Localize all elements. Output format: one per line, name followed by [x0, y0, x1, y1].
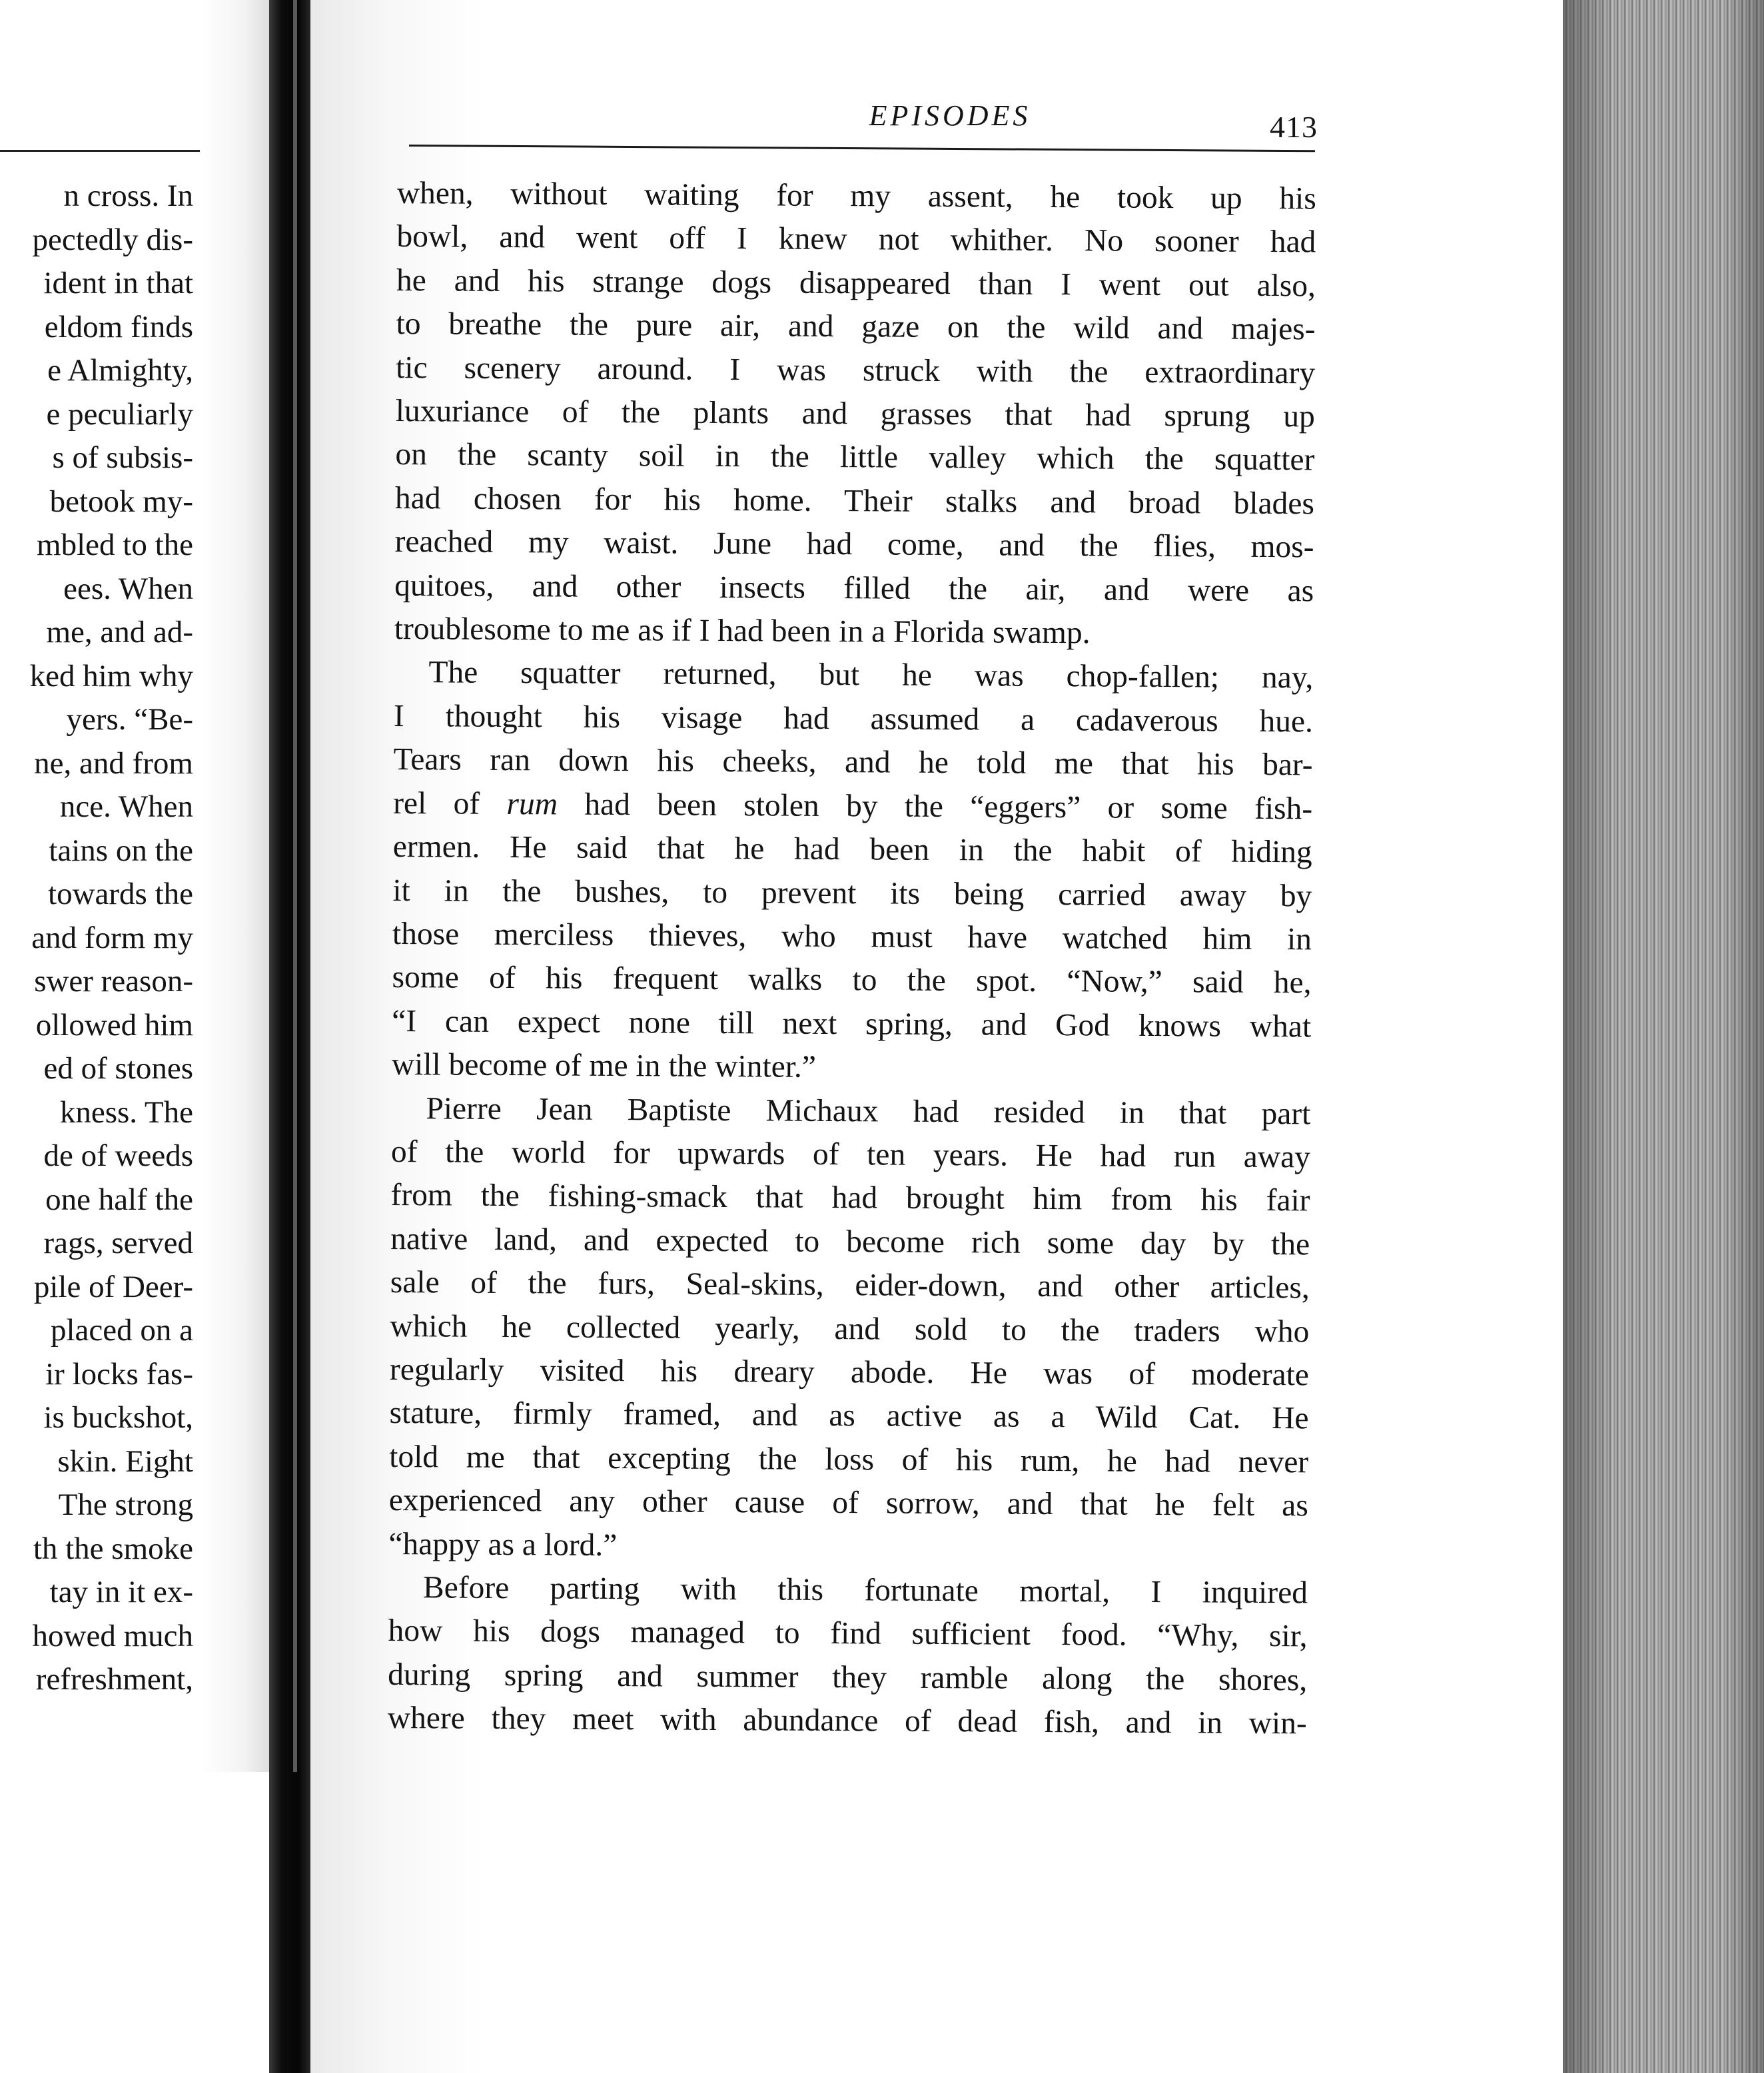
- left-text-line: refreshment,: [35, 1662, 193, 1697]
- left-text-line: de of weeds: [43, 1138, 193, 1173]
- left-page-header-rule: [0, 150, 200, 152]
- left-gutter-shadow: [200, 0, 272, 1772]
- left-text-line: and form my: [31, 920, 193, 955]
- left-text-line: eldom finds: [44, 309, 193, 344]
- text-line: told me that excepting the loss of his rum, he had never: [389, 1439, 1309, 1480]
- book-spine: [269, 0, 310, 2073]
- body-text: [388, 172, 1316, 1746]
- text-line: those merciless thieves, who must have watched him in: [392, 916, 1312, 957]
- left-page: [0, 0, 272, 1772]
- text-line: it in the bushes, to prevent its being carried away by: [392, 873, 1312, 913]
- text-line: troublesome to me as if I had been in a Florida swamp.: [394, 612, 1091, 651]
- text-line: “happy as a lord.”: [388, 1526, 618, 1563]
- page-number: 413: [1270, 110, 1318, 144]
- text-line: some of his frequent walks to the spot. “Now,” said he,: [392, 960, 1312, 1001]
- left-text-line: placed on a: [50, 1313, 193, 1348]
- left-text-line: ne, and from: [34, 745, 193, 781]
- text-fragment: rel of: [393, 785, 507, 821]
- text-line: he and his strange dogs disappeared than I went out also,: [396, 262, 1316, 304]
- page-edges-shadow: [1563, 0, 1764, 2073]
- text-line: which he collected yearly, and sold to the traders who: [390, 1308, 1310, 1349]
- paragraph-start-line: The squatter returned, but he was chop-fallen; nay,: [428, 655, 1314, 695]
- left-text-line: kness. The: [59, 1094, 193, 1130]
- left-text-line: e Almighty,: [47, 353, 193, 388]
- left-text-line: betook my-: [49, 484, 193, 519]
- left-text-line: The strong: [58, 1487, 193, 1522]
- spine-highlight: [293, 0, 297, 1772]
- left-text-line: th the smoke: [33, 1531, 193, 1566]
- text-line: native land, and expected to become rich some day by the: [390, 1221, 1310, 1262]
- left-text-line: nce. When: [59, 789, 193, 824]
- text-line: will become of me in the winter.”: [391, 1047, 817, 1084]
- left-text-line: n cross. In: [63, 179, 193, 213]
- text-line: sale of the furs, Seal-skins, eider-down, and other articles,: [390, 1265, 1310, 1306]
- left-text-line: pile of Deer-: [33, 1269, 193, 1304]
- text-line: “I can expect none till next spring, and God knows what: [392, 1003, 1312, 1044]
- paragraph-start-line: Before parting with this fortunate mortal, I inquired: [422, 1570, 1308, 1611]
- left-text-line: ir locks fas-: [45, 1356, 193, 1392]
- header-rule: [409, 145, 1315, 152]
- left-text-line: howed much: [32, 1618, 193, 1653]
- text-line: from the fishing-smack that had brought him from his fair: [390, 1178, 1310, 1218]
- italic-word: rum: [506, 786, 558, 822]
- left-text-line: me, and ad-: [46, 615, 193, 649]
- text-line: when, without waiting for my assent, he took up his: [396, 175, 1316, 216]
- left-text-line: one half the: [45, 1182, 193, 1217]
- left-text-line: is buckshot,: [43, 1400, 193, 1435]
- left-text-line: ident in that: [43, 266, 193, 300]
- text-line: tic scenery around. I was struck with the extraordinary: [396, 350, 1316, 391]
- left-page-bottom: [0, 1772, 269, 2073]
- text-line: during spring and summer they ramble along the shores,: [388, 1657, 1308, 1698]
- text-line: experienced any other cause of sorrow, and that he felt as: [388, 1483, 1308, 1523]
- left-text-line: ollowed him: [35, 1007, 193, 1042]
- text-line: [393, 782, 1312, 831]
- left-text-line: tains on the: [49, 833, 193, 868]
- text-line: had chosen for his home. Their stalks and broad blades: [394, 480, 1315, 522]
- right-page: [310, 0, 1563, 2073]
- text-fragment: had been stolen by the “eggers” or some fish-: [557, 787, 1313, 827]
- paragraph-start-line: Pierre Jean Baptiste Michaux had resided in that part: [426, 1090, 1311, 1131]
- text-line: I thought his visage had assumed a cadaverous hue.: [393, 698, 1314, 739]
- left-text-line: s of subsis-: [52, 440, 193, 475]
- text-line: luxuriance of the plants and grasses that had sprung up: [395, 394, 1315, 434]
- left-text-line: skin. Eight: [57, 1444, 193, 1479]
- text-line: regularly visited his dreary abode. He was of moderate: [389, 1352, 1310, 1393]
- text-line: to breathe the pure air, and gaze on the wild and majes-: [396, 306, 1316, 347]
- left-text-line: pectedly dis-: [32, 222, 193, 257]
- left-text-line: mbled to the: [37, 528, 193, 562]
- left-text-line: towards the: [48, 877, 193, 911]
- text-line: Tears ran down his cheeks, and he told me that his bar-: [393, 742, 1313, 783]
- text-line: bowl, and went off I knew not whither. No sooner had: [396, 219, 1316, 260]
- text-line: stature, firmly framed, and as active as a Wild Cat. He: [389, 1396, 1309, 1436]
- left-text-line: ked him why: [29, 658, 193, 693]
- text-line: quitoes, and other insects filled the air, and were as: [394, 568, 1314, 609]
- text-line: on the scanty soil in the little valley which the squatter: [395, 437, 1315, 478]
- left-text-line: rags, served: [43, 1226, 193, 1260]
- text-line: reached my waist. June had come, and the flies, mos-: [394, 524, 1314, 565]
- left-text-line: swer reason-: [34, 964, 193, 999]
- text-line: where they meet with abundance of dead fish, and in win-: [387, 1701, 1307, 1741]
- left-text-line: yers. “Be-: [66, 702, 193, 737]
- running-head: EPISODES: [869, 99, 1031, 132]
- text-line: ermen. He said that he had been in the habit of hiding: [392, 829, 1312, 870]
- left-page-text: [30, 175, 193, 1702]
- left-text-line: ees. When: [63, 571, 193, 606]
- left-text-line: ed of stones: [43, 1051, 193, 1086]
- left-text-line: tay in it ex-: [49, 1575, 193, 1609]
- left-text-line: e peculiarly: [46, 396, 193, 432]
- text-line: how his dogs managed to find sufficient food. “Why, sir,: [388, 1613, 1308, 1654]
- text-line: of the world for upwards of ten years. He had run away: [390, 1134, 1311, 1175]
